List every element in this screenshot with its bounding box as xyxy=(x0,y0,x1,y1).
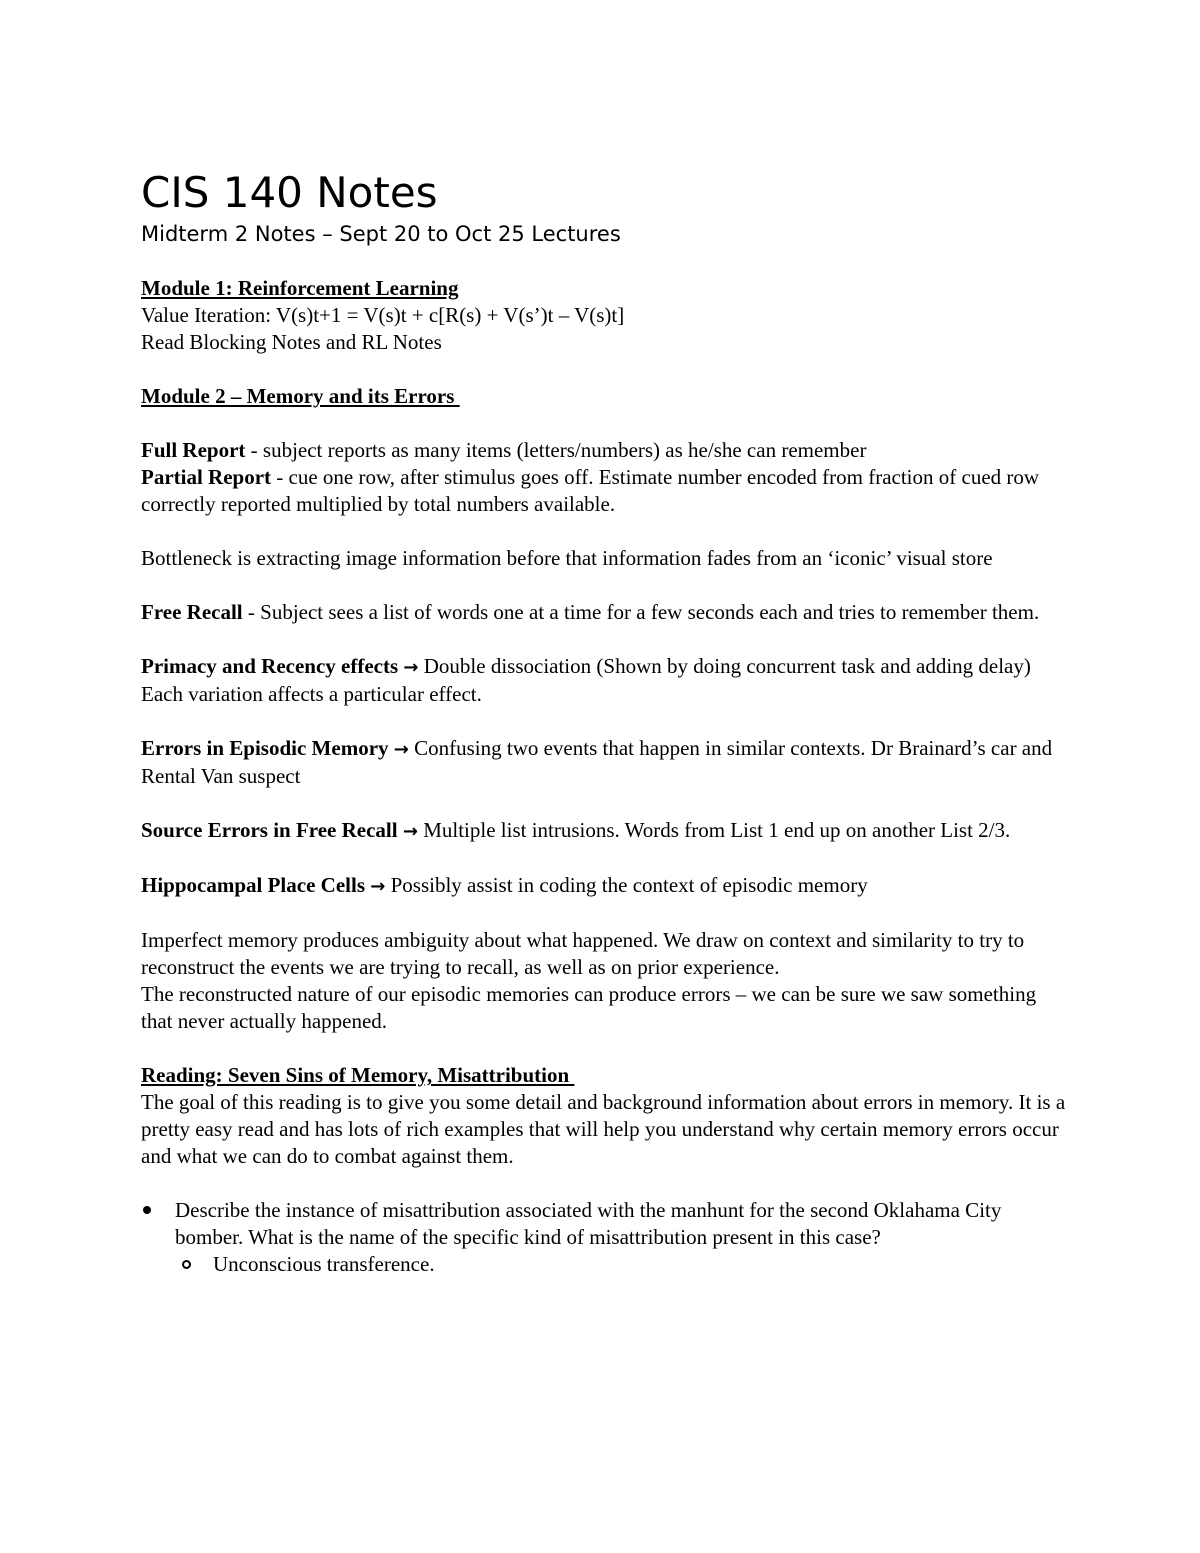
episodic-errors-paragraph: Errors in Episodic Memory → Confusing two events that happen in similar contexts. Dr Brainard’s car and Rental Van suspect xyxy=(141,736,1053,788)
page-subtitle: Midterm 2 Notes – Sept 20 to Oct 25 Lectures xyxy=(141,222,621,246)
source-errors-paragraph: Source Errors in Free Recall → Multiple list intrusions. Words from List 1 end up on another List 2/3. xyxy=(141,818,1011,842)
episodic-errors-term: Errors in Episodic Memory xyxy=(141,736,389,760)
module1-heading: Module 1: Reinforcement Learning xyxy=(141,276,459,300)
partial-report-term: Partial Report xyxy=(141,465,272,489)
value-iteration-line: Value Iteration: V(s)t+1 = V(s)t + c[R(s) + V(s’)t – V(s)t] xyxy=(141,303,625,327)
question-list xyxy=(141,1197,1066,1278)
page-title: CIS 140 Notes xyxy=(141,168,438,217)
list-item xyxy=(141,1251,1066,1278)
place-cells-term: Hippocampal Place Cells xyxy=(141,873,365,897)
partial-report-paragraph: Partial Report - cue one row, after stimulus goes off. Estimate number encoded from fraction of cued row correctly reported multiplied by total numbers available. xyxy=(141,465,1040,516)
reconstructed-memory-paragraph: The reconstructed nature of our episodic memories can produce errors – we can be sure we saw something that never actually happened. xyxy=(141,982,1037,1033)
question-text: Describe the instance of misattribution associated with the manhunt for the second Oklahama City bomber. What is the name of the specific kind of misattribution present in this case? xyxy=(175,1198,1002,1249)
bullet-icon xyxy=(143,1206,151,1214)
reading-heading: Reading: Seven Sins of Memory, Misattribution xyxy=(141,1063,575,1087)
read-notes-line: Read Blocking Notes and RL Notes xyxy=(141,330,442,354)
reading-intro-paragraph: The goal of this reading is to give you some detail and background information about errors in memory. It is a pretty easy read and has lots of rich examples that will help you understand why certain memory errors occur and what we can do to combat against them. xyxy=(141,1090,1066,1168)
answer-list xyxy=(175,1251,1066,1278)
full-report-term: Full Report xyxy=(141,438,246,462)
free-recall-paragraph: Free Recall - Subject sees a list of words one at a time for a few seconds each and tries to remember them. xyxy=(141,600,1040,624)
bottleneck-paragraph: Bottleneck is extracting image information before that information fades from an ‘iconic’ visual store xyxy=(141,546,993,570)
module2-heading: Module 2 – Memory and its Errors xyxy=(141,384,460,408)
arrow-icon: → xyxy=(403,657,419,678)
list-item xyxy=(141,1197,1066,1278)
arrow-icon: → xyxy=(370,876,386,897)
arrow-icon: → xyxy=(402,821,418,842)
full-report-paragraph: Full Report - subject reports as many items (letters/numbers) as he/she can remember xyxy=(141,438,867,462)
answer-text: Unconscious transference. xyxy=(213,1252,435,1276)
arrow-icon: → xyxy=(393,739,409,760)
source-errors-term: Source Errors in Free Recall xyxy=(141,818,398,842)
place-cells-paragraph: Hippocampal Place Cells → Possibly assist in coding the context of episodic memory xyxy=(141,873,868,897)
free-recall-term: Free Recall xyxy=(141,600,243,624)
hollow-bullet-icon xyxy=(182,1260,191,1269)
primacy-recency-paragraph: Primacy and Recency effects → Double dissociation (Shown by doing concurrent task and adding delay) Each variation affects a particular effect. xyxy=(141,654,1031,706)
document-page xyxy=(141,168,1066,1278)
primacy-recency-term: Primacy and Recency effects xyxy=(141,654,399,678)
imperfect-memory-paragraph: Imperfect memory produces ambiguity about what happened. We draw on context and similarity to try to reconstruct the events we are trying to recall, as well as on prior experience. xyxy=(141,928,1025,979)
